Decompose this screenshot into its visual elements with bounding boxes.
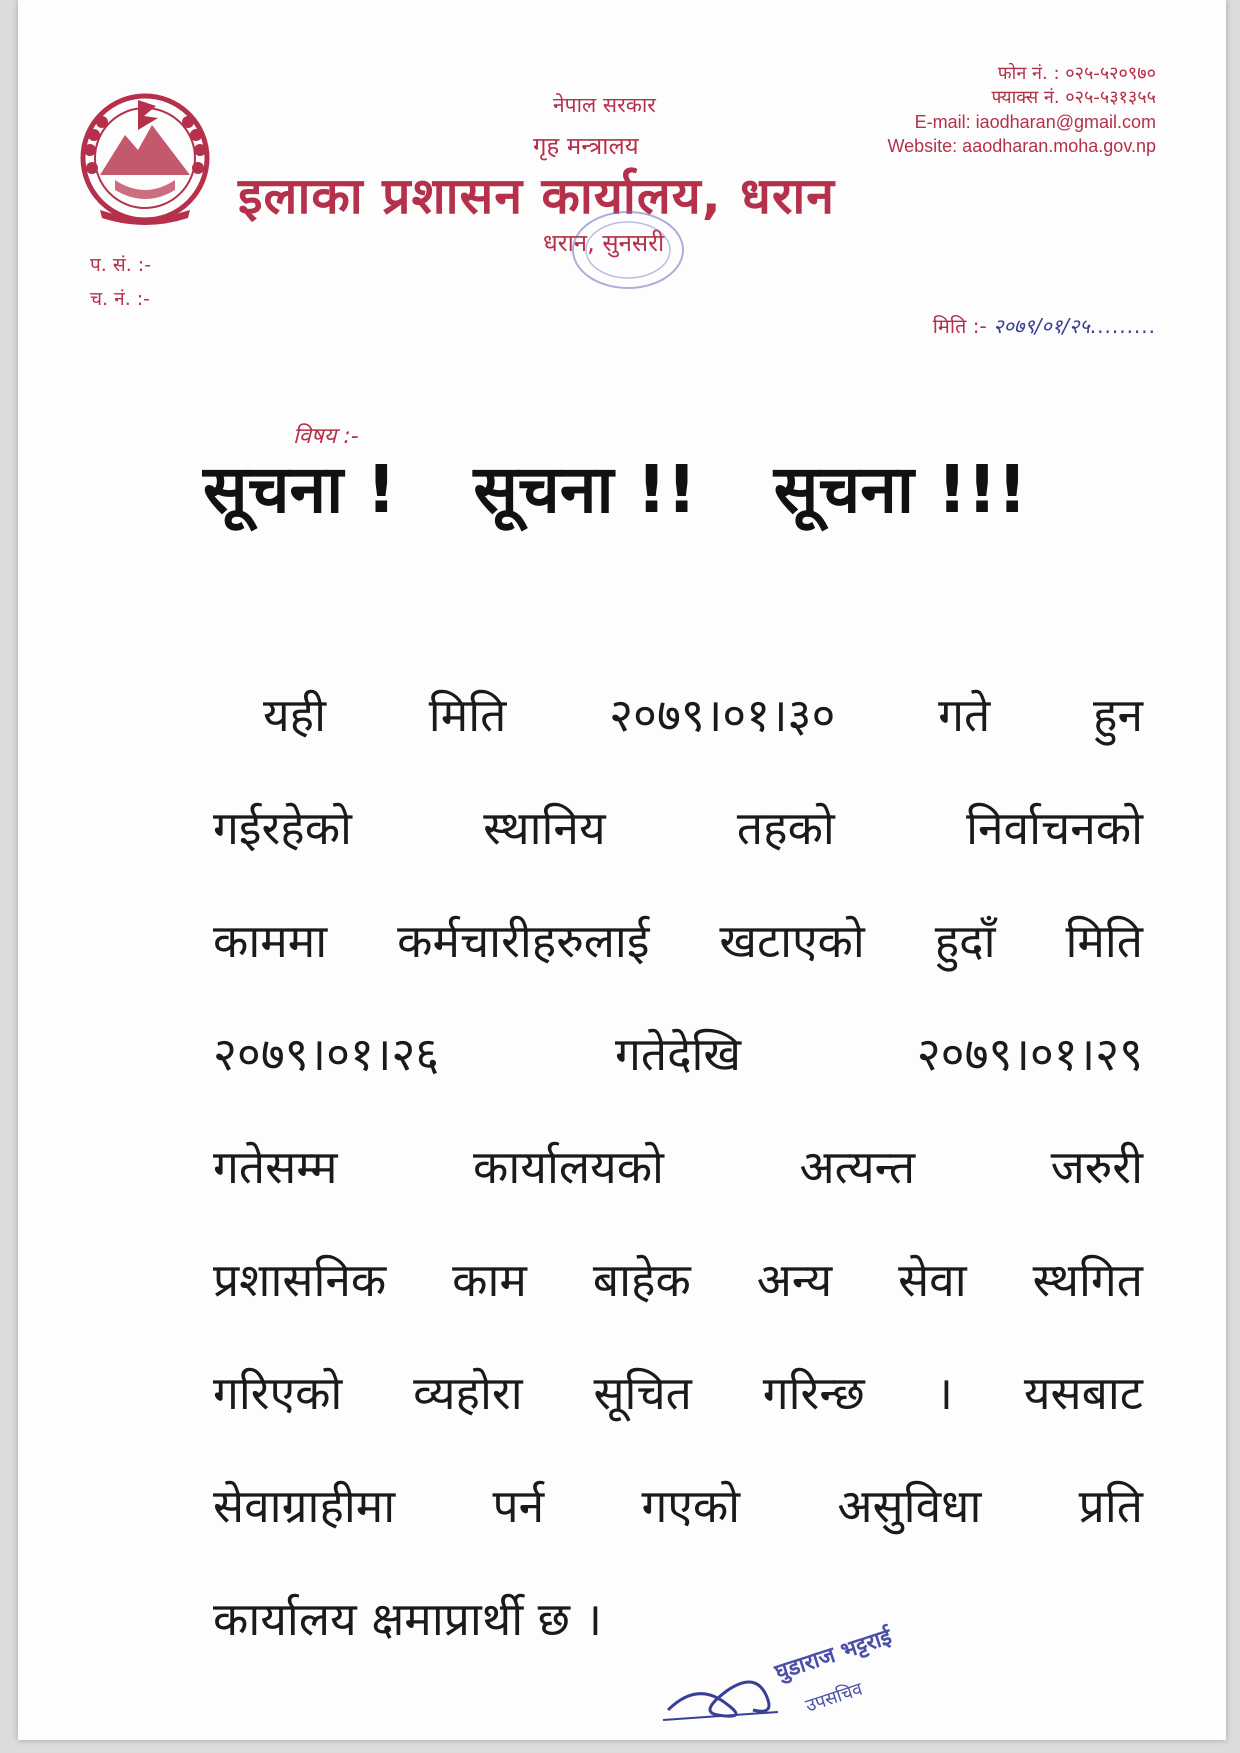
notice-heading-part-1: सूचना ! <box>203 451 397 528</box>
body-line: यही मिति २०७९।०१।३० गते हुन <box>263 688 1143 742</box>
date-field <box>933 312 1156 339</box>
svg-text:घुडाराज भट्टराई: घुडाराज भट्टराई <box>772 1624 895 1686</box>
contact-block <box>796 62 1156 158</box>
date-value: २०७९/०१/२५ <box>993 314 1090 338</box>
signature-stamp-icon <box>658 1620 938 1740</box>
letter-page <box>18 0 1226 1740</box>
fax-number: फ्याक्स नं. ०२५-५३१३५५ <box>991 87 1156 108</box>
nepal-emblem-icon <box>70 80 220 230</box>
chalani-number-label: च. नं. :- <box>90 288 151 310</box>
office-name: इलाका प्रशासन कार्यालय, धरान <box>238 167 836 225</box>
subject-label: विषय :- <box>293 424 359 449</box>
office-address: धरान, सुनसरी <box>543 229 665 257</box>
date-dots: ......... <box>1089 314 1156 338</box>
body-line: काममा कर्मचारीहरुलाई खटाएको हुदाँ मिति <box>213 914 1143 968</box>
body-line: सेवाग्राहीमा पर्न गएको असुविधा प्रति <box>213 1479 1143 1533</box>
website-address: Website: aaodharan.moha.gov.np <box>887 136 1156 156</box>
body-line: २०७९।०१।२६ गतेदेखि २०७९।०१।२९ <box>213 1027 1143 1081</box>
notice-heading <box>203 440 1123 540</box>
body-line: गरिएको व्यहोरा सूचित गरिन्छ । यसबाट <box>213 1366 1143 1420</box>
reference-block <box>90 248 151 316</box>
ministry-name: गृह मन्त्रालय <box>533 132 639 160</box>
email-address: E-mail: iaodharan@gmail.com <box>914 112 1156 132</box>
date-label: मिति :- <box>932 314 987 338</box>
notice-heading-part-2: सूचना !! <box>473 451 697 528</box>
body-line: कार्यालय क्षमाप्रार्थी छ । <box>213 1592 603 1646</box>
notice-heading-part-3: सूचना !!! <box>773 451 1028 528</box>
body-line: गतेसम्म कार्यालयको अत्यन्त जरुरी <box>213 1140 1143 1194</box>
phone-number: फोन नं. : ०२५-५२०९७० <box>997 63 1156 84</box>
body-line: गईरहेको स्थानिय तहको निर्वाचनको <box>213 801 1143 855</box>
svg-text:उपसचिव: उपसचिव <box>803 1678 866 1717</box>
patra-sankhya-label: प. सं. :- <box>90 254 152 276</box>
office-seal-stamp-icon <box>533 205 703 295</box>
notice-body <box>213 675 1143 1692</box>
government-name: नेपाल सरकार <box>553 93 656 117</box>
body-line: प्रशासनिक काम बाहेक अन्य सेवा स्थगित <box>213 1253 1143 1307</box>
